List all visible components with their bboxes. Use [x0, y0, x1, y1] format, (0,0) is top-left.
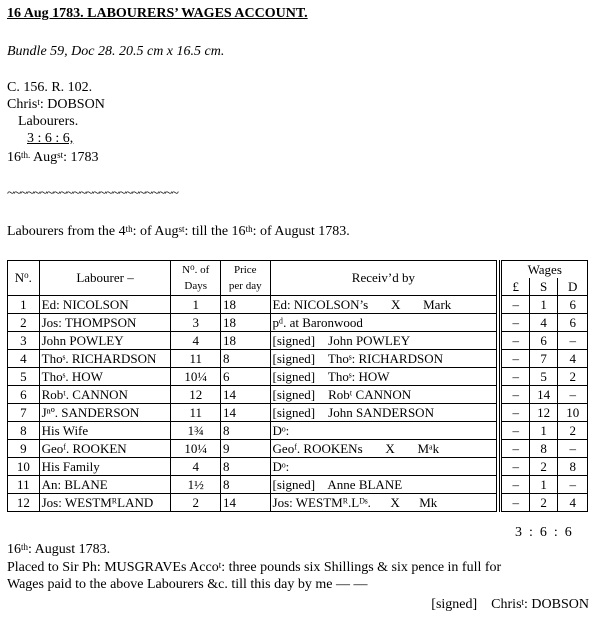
cell-received: Dᵒ: [270, 458, 497, 476]
cell-price: 9 [220, 440, 270, 458]
cell-labourer: An: BLANE [39, 476, 171, 494]
cell-pounds: – [501, 332, 529, 350]
placed-sup: t [218, 560, 222, 570]
cell-shillings: 8 [529, 440, 557, 458]
footer-date-sup: th [21, 542, 29, 552]
bundle-reference: Bundle 59, Doc 28. 20.5 cm x 16.5 cm. [7, 44, 225, 59]
cell-labourer: His Family [39, 458, 171, 476]
cell-price: 18 [220, 332, 270, 350]
footer-date [7, 542, 110, 558]
placed-statement [7, 560, 501, 576]
wages-total: 3 : 6 : 6 [515, 525, 572, 540]
account-holder [7, 97, 105, 113]
table-row [8, 296, 588, 314]
cell-days: 11 [171, 350, 221, 368]
intro-mid: : of Aug [132, 224, 179, 239]
header-price [220, 261, 270, 296]
table-row [8, 440, 588, 458]
cell-days: 10¼ [171, 440, 221, 458]
cell-price: 14 [220, 494, 270, 512]
placed-pre: Placed to Sir Ph: MUSGRAVEs Acco [7, 560, 219, 575]
cell-labourer: Thoˢ. RICHARDSON [39, 350, 171, 368]
header-date-year: : 1783 [63, 150, 99, 165]
intro-sup-3: th [245, 224, 253, 234]
header-no-sup: o [24, 270, 29, 280]
wages-table [7, 260, 588, 512]
cell-days: 4 [171, 458, 221, 476]
cell-shillings: 2 [529, 494, 557, 512]
cell-shillings: 4 [529, 314, 557, 332]
table-row [8, 458, 588, 476]
cell-days: 1½ [171, 476, 221, 494]
intro-sup-1: th [125, 224, 133, 234]
table-row [8, 368, 588, 386]
cell-no: 2 [8, 314, 40, 332]
cell-received: [signed] Thoˢ: HOW [270, 368, 497, 386]
cell-price: 8 [220, 350, 270, 368]
table-row [8, 422, 588, 440]
cell-received: [signed] John SANDERSON [270, 404, 497, 422]
cell-no: 7 [8, 404, 40, 422]
cell-received: Ed: NICOLSON’s X Mark [270, 296, 497, 314]
header-no-after: . [28, 270, 32, 285]
intro-sentence [7, 224, 350, 240]
amount-heading: 3 : 6 : 6, [27, 131, 74, 146]
table-header-row [8, 261, 588, 279]
header-price-line1: Price [233, 264, 257, 276]
account-holder-name: Chris [7, 97, 38, 112]
document-title: 16 Aug 1783. LABOURERS’ WAGES ACCOUNT. [7, 6, 308, 21]
header-no [8, 261, 40, 296]
cell-received: [signed] Thoˢ: RICHARDSON [270, 350, 497, 368]
footer-date-rest: : August 1783. [28, 542, 111, 557]
cell-no: 11 [8, 476, 40, 494]
cell-received: pᵈ. at Baronwood [270, 314, 497, 332]
cell-labourer: Geoᶠ. ROOKEN [39, 440, 171, 458]
cell-pounds: – [501, 404, 529, 422]
cell-days: 3 [171, 314, 221, 332]
cell-days: 10¼ [171, 368, 221, 386]
cell-pounds: – [501, 296, 529, 314]
header-date-day-sup: th. [21, 150, 31, 160]
header-wages: Wages [501, 261, 588, 279]
cell-pounds: – [501, 422, 529, 440]
cell-no: 5 [8, 368, 40, 386]
header-days [171, 261, 221, 296]
cell-price: 8 [220, 476, 270, 494]
signature-post: : DOBSON [524, 597, 589, 612]
cell-pence: 2 [558, 368, 588, 386]
cell-shillings: 7 [529, 350, 557, 368]
cell-received: [signed] Anne BLANE [270, 476, 497, 494]
table-row [8, 350, 588, 368]
cell-pence: – [558, 386, 588, 404]
intro-pre: Labourers from the 4 [7, 224, 126, 239]
cell-price: 14 [220, 386, 270, 404]
account-holder-sup: t [37, 97, 40, 107]
cell-no: 10 [8, 458, 40, 476]
header-date-month-sup: st [57, 150, 64, 160]
cell-shillings: 12 [529, 404, 557, 422]
cell-days: 1 [171, 296, 221, 314]
tilde-divider: ~~~~~~~~~~~~~~~~~~~~~~~~~~ [7, 186, 178, 201]
cell-received: Dᵒ: [270, 422, 497, 440]
cell-no: 8 [8, 422, 40, 440]
table-row [8, 332, 588, 350]
cell-pence: 6 [558, 314, 588, 332]
table-row [8, 314, 588, 332]
cell-received: Jos: WESTMᴿ.Lᴰˢ. X Mk [270, 494, 497, 512]
cell-no: 3 [8, 332, 40, 350]
cell-pounds: – [501, 494, 529, 512]
signature-line [431, 597, 589, 613]
table-row [8, 404, 588, 422]
cell-shillings: 1 [529, 422, 557, 440]
cell-no: 1 [8, 296, 40, 314]
cell-pence: – [558, 476, 588, 494]
cell-price: 6 [220, 368, 270, 386]
cell-pounds: – [501, 440, 529, 458]
cell-days: 2 [171, 494, 221, 512]
header-received: Receiv’d by [270, 261, 497, 296]
cell-price: 18 [220, 314, 270, 332]
cell-pence: 2 [558, 422, 588, 440]
cell-price: 8 [220, 422, 270, 440]
table-row [8, 386, 588, 404]
cell-price: 14 [220, 404, 270, 422]
cell-shillings: 14 [529, 386, 557, 404]
cell-days: 4 [171, 332, 221, 350]
cell-pence: 6 [558, 296, 588, 314]
header-price-line2: per day [228, 280, 262, 292]
header-days-line2: Days [184, 280, 208, 292]
header-no-text: N [14, 270, 25, 285]
cell-pence: 4 [558, 350, 588, 368]
cell-no: 4 [8, 350, 40, 368]
header-pounds: £ [501, 278, 529, 296]
cell-shillings: 1 [529, 476, 557, 494]
cell-shillings: 2 [529, 458, 557, 476]
header-shillings: S [529, 278, 557, 296]
signature-pre: [signed] Chris [431, 597, 522, 612]
cell-pounds: – [501, 476, 529, 494]
cell-labourer: Ed: NICOLSON [39, 296, 171, 314]
cell-pounds: – [501, 314, 529, 332]
cell-labourer: Thoˢ. HOW [39, 368, 171, 386]
cell-pence: – [558, 440, 588, 458]
catalogue-reference: C. 156. R. 102. [7, 80, 93, 95]
cell-price: 8 [220, 458, 270, 476]
cell-pence: 8 [558, 458, 588, 476]
cell-pounds: – [501, 458, 529, 476]
header-days-after: . of [194, 264, 210, 276]
cell-no: 12 [8, 494, 40, 512]
account-holder-surname: : DOBSON [39, 97, 105, 112]
cell-pounds: – [501, 368, 529, 386]
cell-pence: – [558, 332, 588, 350]
cell-no: 9 [8, 440, 40, 458]
cell-pence: 4 [558, 494, 588, 512]
cell-received: Geoᶠ. ROOKENs X Mᵃk [270, 440, 497, 458]
cell-pence: 10 [558, 404, 588, 422]
cell-labourer: John POWLEY [39, 332, 171, 350]
cell-labourer: Jos: WESTMᴿLAND [39, 494, 171, 512]
cell-no: 6 [8, 386, 40, 404]
cell-pounds: – [501, 350, 529, 368]
table-row [8, 476, 588, 494]
cell-labourer: Jⁿº. SANDERSON [39, 404, 171, 422]
intro-sup-2: st [178, 224, 185, 234]
cell-shillings: 1 [529, 296, 557, 314]
header-date-month: Aug [30, 150, 58, 165]
cell-price: 18 [220, 296, 270, 314]
cell-days: 12 [171, 386, 221, 404]
header-days-sup: o [190, 262, 195, 272]
intro-end: : of August 1783. [252, 224, 350, 239]
placed-post: : three pounds six Shillings & six pence in full for [221, 560, 502, 575]
header-labourer: Labourer – [39, 261, 171, 296]
cell-days: 1¾ [171, 422, 221, 440]
header-days-text: N [182, 264, 191, 276]
cell-received: [signed] Robᵗ CANNON [270, 386, 497, 404]
header-pence: D [558, 278, 588, 296]
cell-days: 11 [171, 404, 221, 422]
cell-labourer: His Wife [39, 422, 171, 440]
wages-paid-statement: Wages paid to the above Labourers &c. till this day by me — — [7, 577, 368, 592]
footer-date-day: 16 [7, 542, 21, 557]
header-date-day: 16 [7, 150, 21, 165]
table-row [8, 494, 588, 512]
cell-labourer: Jos: THOMPSON [39, 314, 171, 332]
cell-pounds: – [501, 386, 529, 404]
intro-post: : till the 16 [184, 224, 246, 239]
labourers-heading: Labourers. [18, 114, 79, 129]
cell-labourer: Robᵗ. CANNON [39, 386, 171, 404]
header-date [7, 150, 99, 166]
cell-shillings: 6 [529, 332, 557, 350]
cell-received: [signed] John POWLEY [270, 332, 497, 350]
signature-sup: t [521, 597, 525, 607]
cell-shillings: 5 [529, 368, 557, 386]
